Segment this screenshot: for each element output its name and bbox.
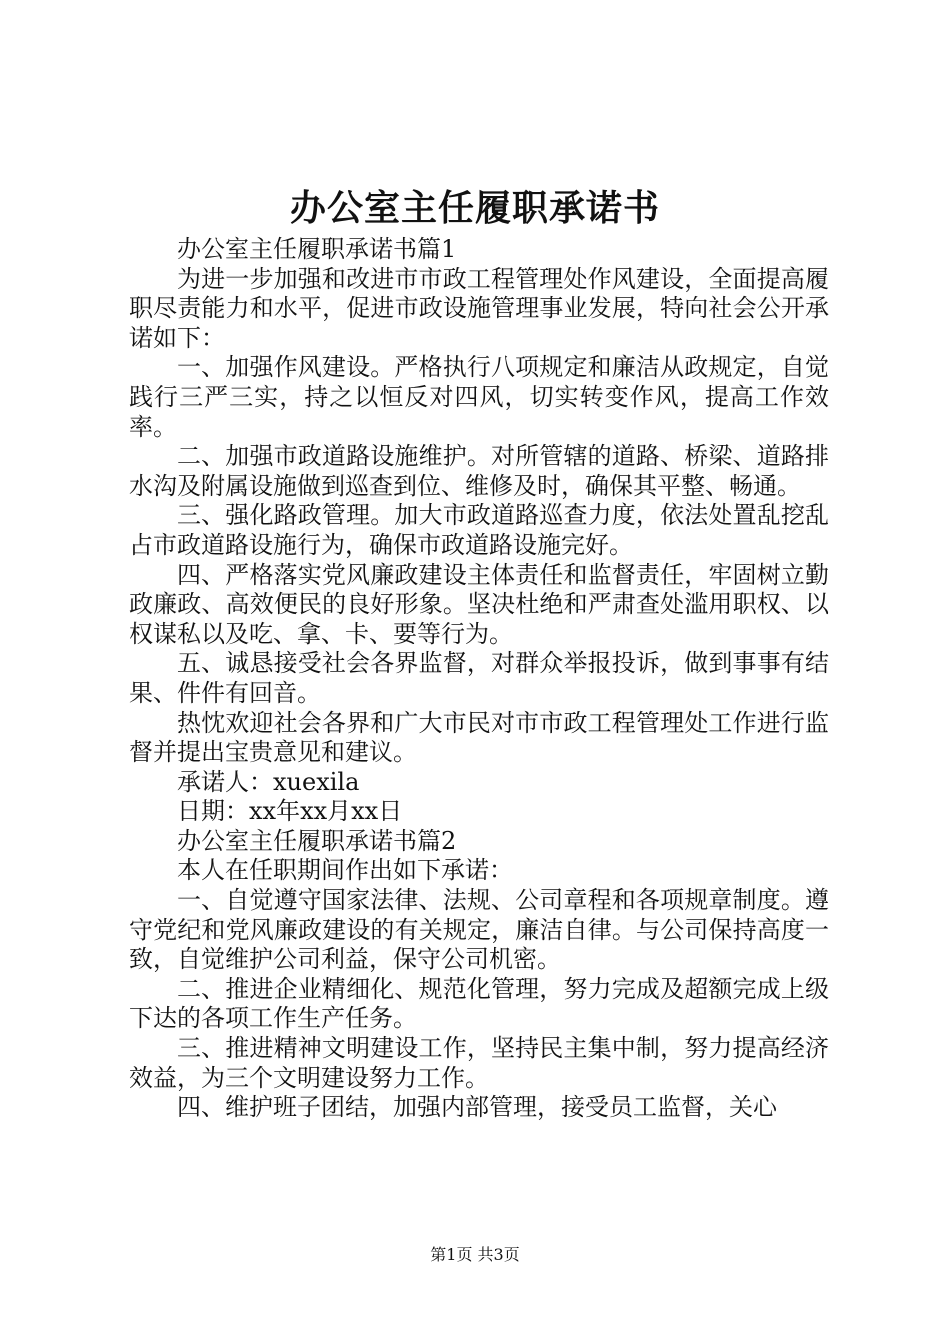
body-paragraph: 四、严格落实党风廉政建设主体责任和监督责任，牢固树立勤政廉政、高效便民的良好形象。坚决杜绝和严肃查处滥用职权、以权谋私以及吃、拿、卡、要等行为。 (129, 560, 829, 648)
body-paragraph: 一、自觉遵守国家法律、法规、公司章程和各项规章制度。遵守党纪和党风廉政建设的有关规定，廉洁自律。与公司保持高度一致，自觉维护公司利益，保守公司机密。 (129, 886, 829, 974)
body-paragraph: 为进一步加强和改进市市政工程管理处作风建设，全面提高履职尽责能力和水平，促进市政设施管理事业发展，特向社会公开承诺如下： (129, 264, 829, 352)
body-paragraph: 二、推进企业精细化、规范化管理，努力完成及超额完成上级下达的各项工作生产任务。 (129, 974, 829, 1033)
body-paragraph: 热忱欢迎社会各界和广大市民对市市政工程管理处工作进行监督并提出宝贵意见和建议。 (129, 708, 829, 767)
body-paragraph: 二、加强市政道路设施维护。对所管辖的道路、桥梁、道路排水沟及附属设施做到巡查到位、维修及时，确保其平整、畅通。 (129, 442, 829, 500)
date-line: 日期：xx年xx月xx日 (177, 797, 403, 826)
body-paragraph: 五、诚恳接受社会各界监督，对群众举报投诉，做到事事有结果、件件有回音。 (129, 649, 829, 707)
page-number-footer: 第1页 共3页 (430, 1245, 520, 1264)
document-body (129, 235, 829, 1123)
document-title: 办公室主任履职承诺书 (289, 187, 660, 229)
body-paragraph: 三、推进精神文明建设工作，坚持民主集中制，努力提高经济效益，为三个文明建设努力工作。 (129, 1034, 829, 1092)
body-paragraph: 三、强化路政管理。加大市政道路巡查力度，依法处置乱挖乱占市政道路设施行为，确保市政道路设施完好。 (129, 501, 829, 559)
section-heading: 办公室主任履职承诺书篇1 (177, 235, 457, 263)
body-paragraph: 四、维护班子团结，加强内部管理，接受员工监督，关心 (177, 1093, 777, 1122)
body-paragraph: 本人在任职期间作出如下承诺： (177, 856, 513, 885)
body-paragraph: 一、加强作风建设。严格执行八项规定和廉洁从政规定，自觉践行三严三实，持之以恒反对四风，切实转变作风，提高工作效率。 (129, 353, 829, 441)
signatory-line: 承诺人：xuexila (177, 767, 360, 796)
section-heading: 办公室主任履职承诺书篇2 (177, 826, 457, 855)
